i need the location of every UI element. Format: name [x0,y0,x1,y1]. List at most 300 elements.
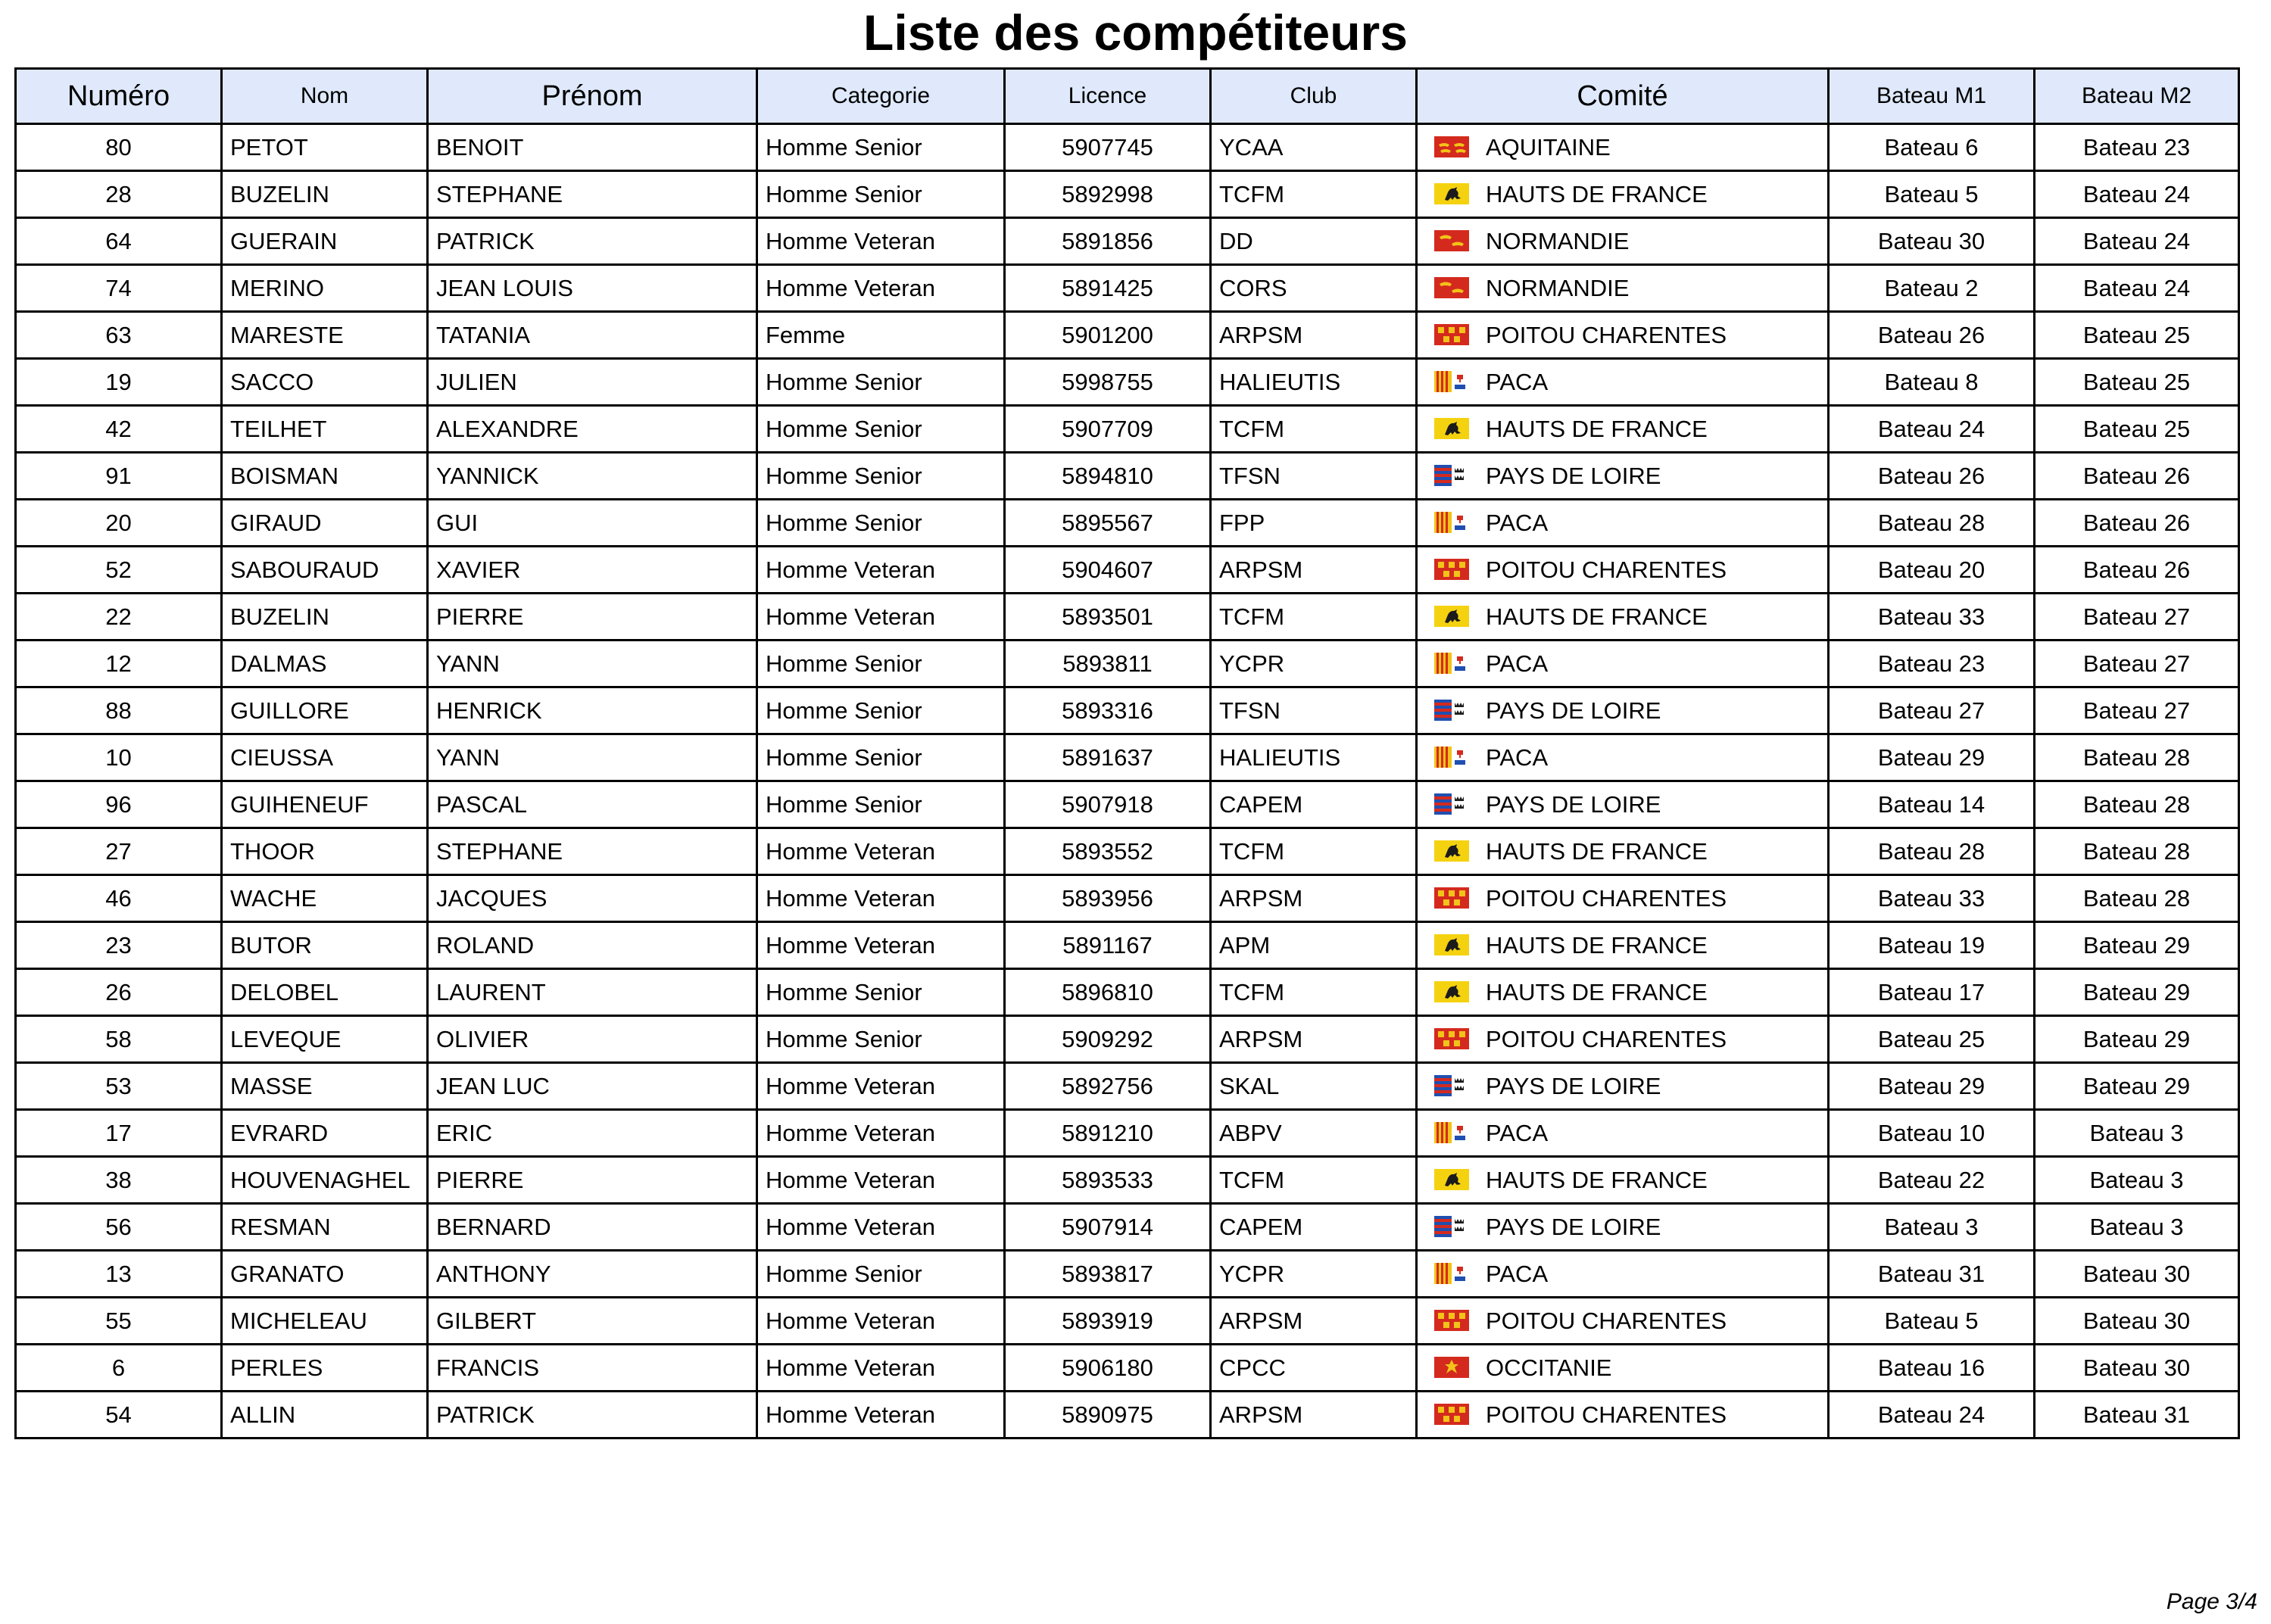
cell-club: YCPR [1211,641,1417,687]
hauts-de-france-flag-icon [1434,981,1469,1002]
cell-nom: GUERAIN [222,218,428,265]
cell-nom: BOISMAN [222,453,428,500]
cell-categorie: Homme Veteran [757,1392,1005,1439]
cell-club: CAPEM [1211,1204,1417,1251]
table-row [16,1345,2239,1392]
cell-comite [1417,875,1829,922]
cell-nom: DALMAS [222,641,428,687]
poitou-charentes-flag-icon [1434,887,1469,909]
cell-comite [1417,828,1829,875]
cell-nom: THOOR [222,828,428,875]
cell-nom: SACCO [222,359,428,406]
table-row [16,922,2239,969]
cell-bateau-m1: Bateau 5 [1829,171,2035,218]
cell-club: ARPSM [1211,875,1417,922]
cell-comite [1417,1204,1829,1251]
cell-nom: ALLIN [222,1392,428,1439]
table-row [16,781,2239,828]
cell-comite [1417,1063,1829,1110]
table-row [16,171,2239,218]
cell-nom: PETOT [222,124,428,171]
cell-prenom: STEPHANE [428,171,757,218]
cell-licence: 5893817 [1005,1251,1211,1298]
cell-comite [1417,687,1829,734]
cell-bateau-m1: Bateau 28 [1829,828,2035,875]
cell-nom: HOUVENAGHEL [222,1157,428,1204]
comite-label: PACA [1486,1260,1549,1287]
cell-numero: 12 [16,641,222,687]
table-row [16,828,2239,875]
cell-comite [1417,1016,1829,1063]
comite-label: PAYS DE LOIRE [1486,1213,1661,1240]
cell-prenom: JULIEN [428,359,757,406]
cell-bateau-m2: Bateau 30 [2035,1251,2239,1298]
cell-bateau-m2: Bateau 29 [2035,1016,2239,1063]
cell-comite [1417,500,1829,547]
cell-categorie: Homme Veteran [757,1157,1005,1204]
cell-categorie: Homme Veteran [757,547,1005,594]
comite-label: AQUITAINE [1486,133,1611,161]
comite-label: HAUTS DE FRANCE [1486,837,1708,865]
cell-numero: 96 [16,781,222,828]
cell-licence: 5892756 [1005,1063,1211,1110]
cell-club: TCFM [1211,171,1417,218]
cell-club: FPP [1211,500,1417,547]
cell-comite [1417,218,1829,265]
cell-comite [1417,1251,1829,1298]
cell-prenom: YANN [428,641,757,687]
hauts-de-france-flag-icon [1434,1169,1469,1190]
cell-categorie: Homme Senior [757,1016,1005,1063]
cell-nom: TEILHET [222,406,428,453]
cell-bateau-m1: Bateau 29 [1829,1063,2035,1110]
cell-categorie: Homme Senior [757,453,1005,500]
page-number: Page 3/4 [2166,1589,2257,1614]
cell-club: CORS [1211,265,1417,312]
pays-de-loire-flag-icon [1434,700,1469,721]
pays-de-loire-flag-icon [1434,1075,1469,1096]
cell-licence: 5891167 [1005,922,1211,969]
cell-numero: 38 [16,1157,222,1204]
cell-club: APM [1211,922,1417,969]
cell-categorie: Homme Senior [757,781,1005,828]
cell-bateau-m2: Bateau 28 [2035,781,2239,828]
normandie-flag-icon [1434,230,1469,251]
cell-bateau-m2: Bateau 25 [2035,312,2239,359]
cell-numero: 6 [16,1345,222,1392]
cell-bateau-m2: Bateau 24 [2035,218,2239,265]
cell-prenom: ROLAND [428,922,757,969]
cell-club: ARPSM [1211,547,1417,594]
cell-bateau-m1: Bateau 14 [1829,781,2035,828]
cell-bateau-m1: Bateau 24 [1829,406,2035,453]
cell-categorie: Homme Senior [757,687,1005,734]
pays-de-loire-flag-icon [1434,793,1469,815]
cell-bateau-m1: Bateau 10 [1829,1110,2035,1157]
table-row [16,359,2239,406]
cell-club: ABPV [1211,1110,1417,1157]
comite-label: PACA [1486,650,1549,677]
cell-numero: 46 [16,875,222,922]
comite-label: POITOU CHARENTES [1486,556,1727,583]
table-row [16,594,2239,641]
hauts-de-france-flag-icon [1434,840,1469,862]
comite-label: POITOU CHARENTES [1486,321,1727,348]
cell-comite [1417,1110,1829,1157]
cell-bateau-m1: Bateau 3 [1829,1204,2035,1251]
cell-comite [1417,312,1829,359]
cell-bateau-m1: Bateau 22 [1829,1157,2035,1204]
cell-comite [1417,734,1829,781]
cell-nom: BUTOR [222,922,428,969]
hauts-de-france-flag-icon [1434,418,1469,439]
cell-licence: 5893956 [1005,875,1211,922]
cell-comite [1417,969,1829,1016]
comite-label: HAUTS DE FRANCE [1486,603,1708,630]
cell-categorie: Homme Veteran [757,594,1005,641]
table-row [16,1016,2239,1063]
cell-licence: 5904607 [1005,547,1211,594]
cell-prenom: PATRICK [428,218,757,265]
cell-bateau-m1: Bateau 16 [1829,1345,2035,1392]
cell-licence: 5901200 [1005,312,1211,359]
cell-bateau-m1: Bateau 30 [1829,218,2035,265]
cell-bateau-m1: Bateau 26 [1829,453,2035,500]
cell-prenom: ANTHONY [428,1251,757,1298]
comite-label: PACA [1486,743,1549,771]
cell-bateau-m2: Bateau 28 [2035,828,2239,875]
comite-label: NORMANDIE [1486,274,1630,301]
cell-prenom: YANN [428,734,757,781]
cell-numero: 56 [16,1204,222,1251]
cell-numero: 58 [16,1016,222,1063]
cell-licence: 5893316 [1005,687,1211,734]
cell-categorie: Homme Veteran [757,875,1005,922]
cell-comite [1417,922,1829,969]
cell-bateau-m2: Bateau 27 [2035,641,2239,687]
cell-prenom: STEPHANE [428,828,757,875]
cell-categorie: Homme Veteran [757,922,1005,969]
table-body [16,124,2239,1439]
cell-nom: GRANATO [222,1251,428,1298]
cell-categorie: Homme Senior [757,500,1005,547]
cell-nom: CIEUSSA [222,734,428,781]
cell-bateau-m2: Bateau 25 [2035,359,2239,406]
cell-bateau-m1: Bateau 23 [1829,641,2035,687]
poitou-charentes-flag-icon [1434,1404,1469,1425]
occitanie-flag-icon [1434,1357,1469,1378]
cell-bateau-m2: Bateau 27 [2035,687,2239,734]
cell-club: TFSN [1211,453,1417,500]
cell-club: CAPEM [1211,781,1417,828]
cell-nom: SABOURAUD [222,547,428,594]
cell-licence: 5891210 [1005,1110,1211,1157]
cell-numero: 55 [16,1298,222,1345]
cell-categorie: Homme Senior [757,406,1005,453]
cell-nom: EVRARD [222,1110,428,1157]
cell-prenom: LAURENT [428,969,757,1016]
cell-bateau-m2: Bateau 26 [2035,453,2239,500]
cell-licence: 5907745 [1005,124,1211,171]
comite-label: HAUTS DE FRANCE [1486,931,1708,959]
table-row [16,265,2239,312]
cell-comite [1417,1345,1829,1392]
cell-comite [1417,1392,1829,1439]
cell-prenom: PIERRE [428,1157,757,1204]
comite-label: HAUTS DE FRANCE [1486,415,1708,442]
cell-licence: 5896810 [1005,969,1211,1016]
cell-bateau-m2: Bateau 28 [2035,875,2239,922]
page-title: Liste des compétiteurs [863,5,1408,61]
cell-numero: 42 [16,406,222,453]
cell-prenom: XAVIER [428,547,757,594]
cell-numero: 22 [16,594,222,641]
cell-comite [1417,453,1829,500]
paca-flag-icon [1434,512,1469,533]
cell-numero: 20 [16,500,222,547]
header-bateau-m2: Bateau M2 [2035,69,2239,124]
cell-prenom: PATRICK [428,1392,757,1439]
header-licence: Licence [1005,69,1211,124]
cell-club: YCPR [1211,1251,1417,1298]
cell-licence: 5891425 [1005,265,1211,312]
hauts-de-france-flag-icon [1434,934,1469,955]
cell-bateau-m1: Bateau 2 [1829,265,2035,312]
cell-bateau-m1: Bateau 25 [1829,1016,2035,1063]
cell-comite [1417,781,1829,828]
comite-label: POITOU CHARENTES [1486,1307,1727,1334]
cell-club: TFSN [1211,687,1417,734]
cell-numero: 80 [16,124,222,171]
cell-comite [1417,641,1829,687]
cell-nom: GUIHENEUF [222,781,428,828]
cell-prenom: PASCAL [428,781,757,828]
cell-prenom: HENRICK [428,687,757,734]
cell-numero: 13 [16,1251,222,1298]
cell-numero: 28 [16,171,222,218]
table-row [16,406,2239,453]
poitou-charentes-flag-icon [1434,1310,1469,1331]
cell-numero: 53 [16,1063,222,1110]
cell-comite [1417,124,1829,171]
hauts-de-france-flag-icon [1434,606,1469,627]
cell-comite [1417,547,1829,594]
cell-categorie: Homme Senior [757,734,1005,781]
cell-prenom: PIERRE [428,594,757,641]
comite-label: PACA [1486,509,1549,536]
cell-numero: 26 [16,969,222,1016]
cell-club: HALIEUTIS [1211,734,1417,781]
cell-nom: BUZELIN [222,594,428,641]
cell-prenom: GILBERT [428,1298,757,1345]
poitou-charentes-flag-icon [1434,1028,1469,1049]
cell-licence: 5891637 [1005,734,1211,781]
cell-categorie: Homme Veteran [757,1204,1005,1251]
cell-club: ARPSM [1211,1392,1417,1439]
comite-label: POITOU CHARENTES [1486,884,1727,912]
cell-categorie: Homme Senior [757,969,1005,1016]
cell-numero: 64 [16,218,222,265]
table-row [16,500,2239,547]
cell-licence: 5891856 [1005,218,1211,265]
cell-licence: 5893811 [1005,641,1211,687]
cell-club: TCFM [1211,406,1417,453]
cell-licence: 5907914 [1005,1204,1211,1251]
normandie-flag-icon [1434,277,1469,298]
cell-numero: 52 [16,547,222,594]
cell-bateau-m2: Bateau 30 [2035,1345,2239,1392]
cell-bateau-m1: Bateau 8 [1829,359,2035,406]
cell-club: ARPSM [1211,312,1417,359]
cell-club: YCAA [1211,124,1417,171]
cell-bateau-m2: Bateau 29 [2035,969,2239,1016]
cell-prenom: JEAN LOUIS [428,265,757,312]
header-nom: Nom [222,69,428,124]
cell-bateau-m1: Bateau 19 [1829,922,2035,969]
cell-licence: 5907709 [1005,406,1211,453]
cell-prenom: ALEXANDRE [428,406,757,453]
table-row [16,875,2239,922]
comite-label: POITOU CHARENTES [1486,1025,1727,1052]
cell-comite [1417,359,1829,406]
table-row [16,687,2239,734]
cell-licence: 5895567 [1005,500,1211,547]
cell-nom: WACHE [222,875,428,922]
table-row [16,1392,2239,1439]
cell-club: CPCC [1211,1345,1417,1392]
cell-numero: 63 [16,312,222,359]
cell-licence: 5998755 [1005,359,1211,406]
cell-nom: GIRAUD [222,500,428,547]
cell-bateau-m1: Bateau 24 [1829,1392,2035,1439]
cell-bateau-m2: Bateau 24 [2035,265,2239,312]
cell-numero: 54 [16,1392,222,1439]
cell-bateau-m2: Bateau 31 [2035,1392,2239,1439]
cell-bateau-m1: Bateau 26 [1829,312,2035,359]
cell-prenom: JEAN LUC [428,1063,757,1110]
cell-club: HALIEUTIS [1211,359,1417,406]
cell-prenom: OLIVIER [428,1016,757,1063]
cell-licence: 5893501 [1005,594,1211,641]
cell-licence: 5892998 [1005,171,1211,218]
comite-label: PAYS DE LOIRE [1486,462,1661,489]
header-prenom: Prénom [428,69,757,124]
cell-licence: 5893552 [1005,828,1211,875]
cell-club: TCFM [1211,1157,1417,1204]
cell-bateau-m2: Bateau 26 [2035,500,2239,547]
cell-comite [1417,265,1829,312]
cell-bateau-m2: Bateau 23 [2035,124,2239,171]
cell-bateau-m2: Bateau 3 [2035,1204,2239,1251]
cell-bateau-m1: Bateau 6 [1829,124,2035,171]
cell-categorie: Homme Veteran [757,1110,1005,1157]
comite-label: HAUTS DE FRANCE [1486,180,1708,207]
pays-de-loire-flag-icon [1434,465,1469,486]
header-categorie: Categorie [757,69,1005,124]
cell-numero: 17 [16,1110,222,1157]
cell-bateau-m1: Bateau 5 [1829,1298,2035,1345]
cell-nom: PERLES [222,1345,428,1392]
cell-numero: 27 [16,828,222,875]
cell-licence: 5909292 [1005,1016,1211,1063]
comite-label: HAUTS DE FRANCE [1486,1166,1708,1193]
cell-nom: MICHELEAU [222,1298,428,1345]
comite-label: OCCITANIE [1486,1354,1612,1381]
cell-club: SKAL [1211,1063,1417,1110]
cell-numero: 91 [16,453,222,500]
cell-nom: MERINO [222,265,428,312]
cell-nom: RESMAN [222,1204,428,1251]
cell-club: TCFM [1211,594,1417,641]
cell-categorie: Femme [757,312,1005,359]
cell-numero: 10 [16,734,222,781]
paca-flag-icon [1434,371,1469,392]
cell-comite [1417,1298,1829,1345]
cell-categorie: Homme Senior [757,124,1005,171]
comite-label: PAYS DE LOIRE [1486,1072,1661,1099]
cell-prenom: GUI [428,500,757,547]
cell-comite [1417,406,1829,453]
cell-categorie: Homme Senior [757,171,1005,218]
cell-categorie: Homme Senior [757,641,1005,687]
cell-prenom: YANNICK [428,453,757,500]
poitou-charentes-flag-icon [1434,324,1469,345]
table-header [16,69,2239,124]
cell-club: ARPSM [1211,1298,1417,1345]
cell-categorie: Homme Veteran [757,1063,1005,1110]
cell-licence: 5907918 [1005,781,1211,828]
table-row [16,641,2239,687]
cell-bateau-m1: Bateau 28 [1829,500,2035,547]
competitors-table [14,67,2240,1439]
table-row [16,218,2239,265]
cell-club: TCFM [1211,969,1417,1016]
comite-label: PAYS DE LOIRE [1486,697,1661,724]
aquitaine-flag-icon [1434,136,1469,157]
cell-comite [1417,594,1829,641]
cell-club: ARPSM [1211,1016,1417,1063]
cell-bateau-m2: Bateau 29 [2035,1063,2239,1110]
cell-bateau-m2: Bateau 25 [2035,406,2239,453]
cell-bateau-m2: Bateau 28 [2035,734,2239,781]
cell-club: TCFM [1211,828,1417,875]
table-row [16,1157,2239,1204]
cell-bateau-m1: Bateau 31 [1829,1251,2035,1298]
cell-nom: LEVEQUE [222,1016,428,1063]
cell-prenom: TATANIA [428,312,757,359]
paca-flag-icon [1434,747,1469,768]
table-row [16,312,2239,359]
table-row [16,1298,2239,1345]
cell-prenom: ERIC [428,1110,757,1157]
cell-bateau-m2: Bateau 30 [2035,1298,2239,1345]
paca-flag-icon [1434,1122,1469,1143]
cell-nom: MASSE [222,1063,428,1110]
cell-categorie: Homme Veteran [757,265,1005,312]
cell-categorie: Homme Veteran [757,828,1005,875]
header-bateau-m1: Bateau M1 [1829,69,2035,124]
cell-comite [1417,171,1829,218]
header-comite: Comité [1417,69,1829,124]
cell-nom: BUZELIN [222,171,428,218]
cell-nom: GUILLORE [222,687,428,734]
cell-numero: 74 [16,265,222,312]
cell-categorie: Homme Veteran [757,1345,1005,1392]
table-row [16,124,2239,171]
cell-comite [1417,1157,1829,1204]
cell-prenom: FRANCIS [428,1345,757,1392]
cell-prenom: JACQUES [428,875,757,922]
